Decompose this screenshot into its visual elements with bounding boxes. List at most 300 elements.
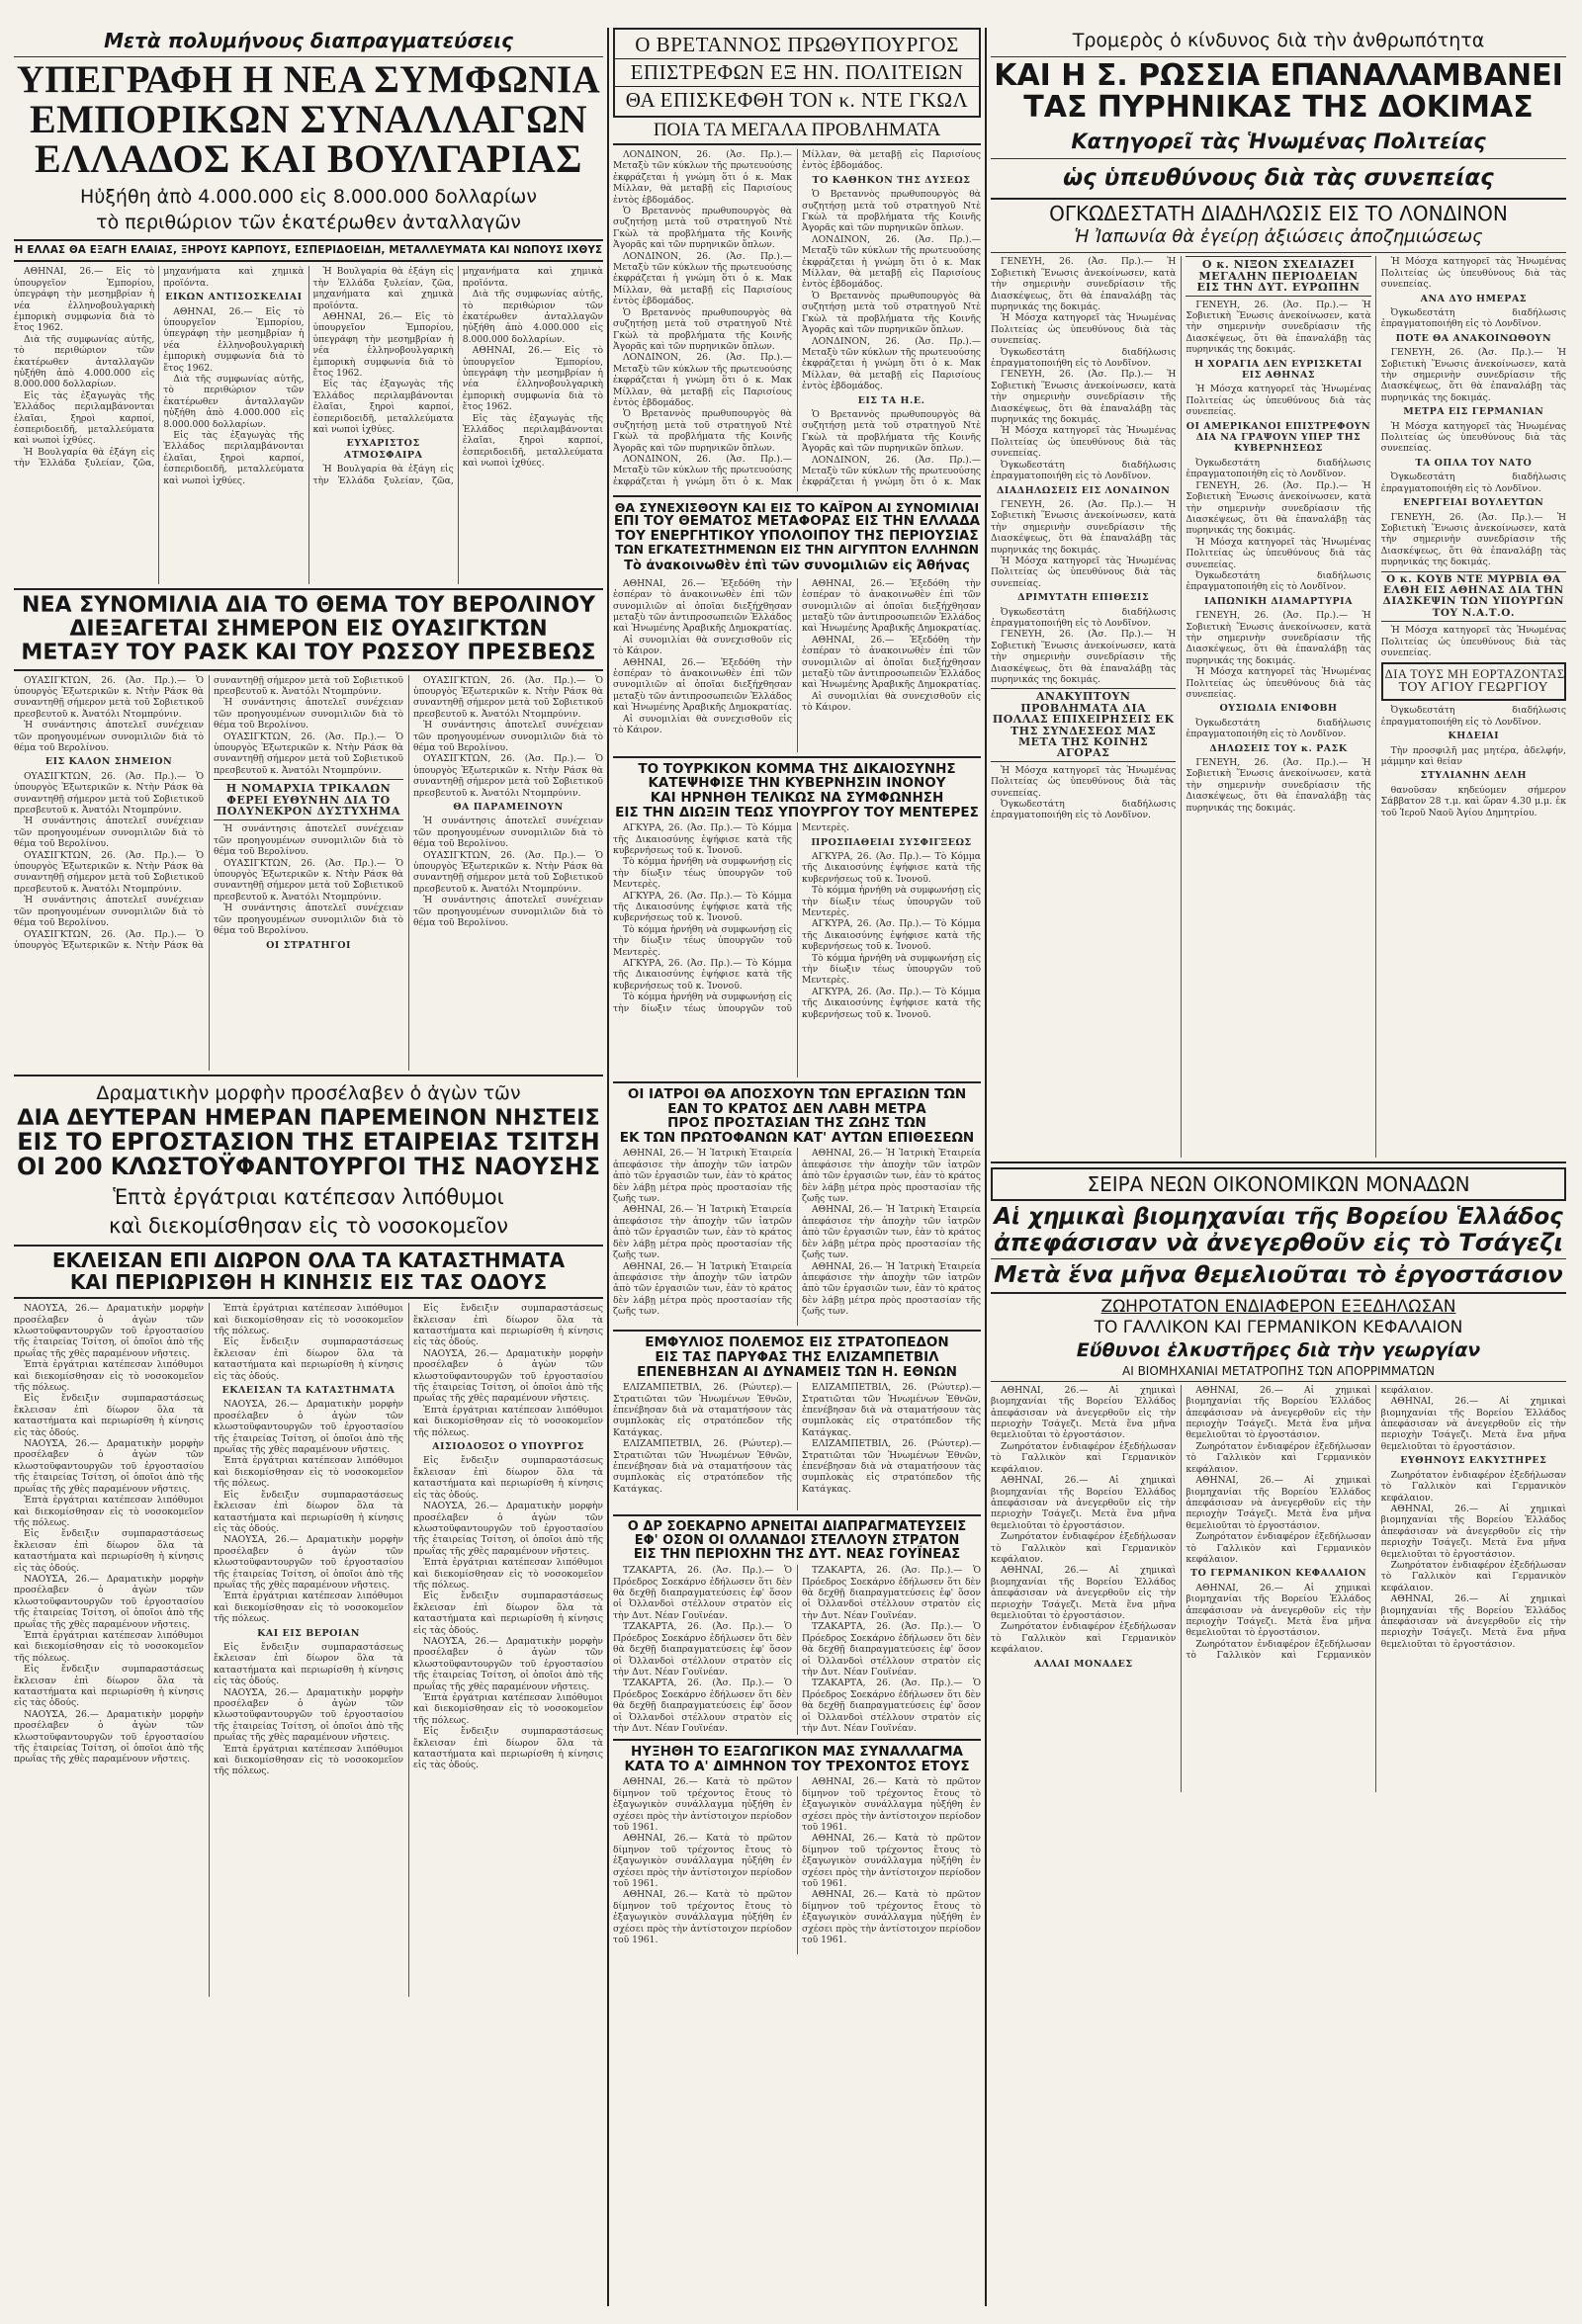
article-katanga xyxy=(613,1382,981,1510)
paragraph: ΟΥΑΣΙΓΚΤΩΝ, 26. (Ἀσ. Πρ.).— Ὁ ὑπουργὸς Ἐξωτερικῶν κ. Ντὴν Ράσκ θὰ συναντηθῇ σήμερον μετὰ τοῦ Σοβιετικοῦ πρεσβευτοῦ κ. Ἀνατόλι Ντομπρύνιν. xyxy=(413,674,603,720)
paragraph: ΝΑΟΥΣΑ, 26.— Δραματικὴν μορφὴν προσέλαβεν ὁ ἀγὼν τῶν κλωστοϋφαντουργῶν τοῦ ἐργοστασίου τῆς ἑταιρείας Τσίτση, οἱ ὁποῖοι ἀπὸ τῆς πρωΐας τῆς χθὲς παραμένουν νῆστεις. xyxy=(413,1635,603,1692)
left-column xyxy=(14,28,603,2306)
paragraph: ΑΘΗΝΑΙ, 26.— Ἡ Ἰατρικὴ Ἑταιρεία ἀπεφάσισε τὴν ἀποχὴν τῶν ἰατρῶν ἀπὸ τῶν ἐργασιῶν των, ἐὰν τὸ κράτος δὲν λάβῃ μέτρα πρὸς προστασίαν τῆς ζωῆς των. xyxy=(613,1204,792,1261)
deck-line: ΚΑΙ ΠΕΡΙΩΡΙΣΘΗ Η ΚΙΝΗΣΙΣ ΕΙΣ ΤΑΣ ΟΔΟΥΣ xyxy=(69,1269,548,1294)
subhead: Ἡ Ἰαπωνία θὰ ἐγείρῃ ἀξιώσεις ἀποζημιώσεως xyxy=(1074,226,1483,248)
headline-line: ΥΠΕΓΡΑΦΗ Η ΝΕΑ ΣΥΜΦΩΝΙΑ xyxy=(16,58,601,101)
column-rule-right xyxy=(985,28,987,2306)
section-head: ΠΡΟΣΠΑΘΕΙΑΙ ΣΥΣΦΙΓΞΕΩΣ xyxy=(811,836,972,848)
paragraph: Ἡ συνάντησις ἀποτελεῖ συνέχειαν τῶν προηγουμένων συνομιλιῶν διὰ τὸ θέμα τοῦ Βερολίνου. xyxy=(14,816,204,850)
paragraph: ΑΘΗΝΑΙ, 26.— Εἰς τὸ ὑπουργεῖον Ἐμπορίου, ὑπεγράφη τὴν μεσημβρίαν ἡ νέα ἑλληνοβουλγαρικὴ ἐμπορικὴ συμφωνία διὰ τὸ ἔτος 1962. xyxy=(163,305,305,374)
section-head: ΑΙΣΙΟΔΟΞΟΣ Ο ΥΠΟΥΡΓΟΣ xyxy=(432,1441,584,1453)
headline-line: ΟΙ 200 ΚΛΩΣΤΟΫΦΑΝΤΟΥΡΓΟΙ ΤΗΣ ΝΑΟΥΣΗΣ xyxy=(17,1153,600,1181)
headline-line: ΕΙΣ ΤΗΝ ΔΙΩΞΙΝ ΤΕΩΣ ΥΠΟΥΡΓΟΥ ΤΟΥ ΜΕΝΤΕΡΕΣ xyxy=(615,804,979,820)
section-head: ΤΟ ΓΕΡΜΑΝΙΚΟΝ ΚΕΦΑΛΑΙΟΝ xyxy=(1189,1568,1367,1580)
paragraph: ΓΕΝΕΥΗ, 26. (Ἀσ. Πρ.).— Ἡ Σοβιετικὴ Ἕνωσις ἀνεκοίνωσεν, κατὰ τὴν σημερινὴν συνεδρίασιν τῆς Διασκέψεως, ὅτι θὰ ἐπαναλάβῃ τὰς πυρηνικάς της δοκιμάς. xyxy=(991,256,1177,312)
article-trade-agreement xyxy=(14,266,603,584)
section-head: ΤΟ ΚΑΘΗΚΟΝ ΤΗΣ ΔΥΣΕΩΣ xyxy=(812,174,971,186)
headline-line: ΔΙΕΞΑΓΕΤΑΙ ΣΗΜΕΡΟΝ ΕΙΣ ΟΥΑΣΙΓΚΤΩΝ xyxy=(69,617,548,643)
paragraph: Ἡ συνάντησις ἀποτελεῖ συνέχειαν τῶν προηγουμένων συνομιλιῶν διὰ τὸ θέμα τοῦ Βερολίνου. xyxy=(214,903,403,937)
subhead: τὸ περιθώριον τῶν ἑκατέρωθεν ἀνταλλαγῶν xyxy=(96,212,521,234)
paragraph: Εἰς τὰς ἐξαγωγὰς τῆς Ἑλλάδος περιλαμβάνονται ἐλαῖαι, ξηροὶ καρποί, ἐσπεριδοειδῆ, μεταλλεύματα καὶ νωποὶ ἰχθύες. xyxy=(312,379,454,435)
paragraph: Ζωηρότατον ἐνδιαφέρον ἐξεδήλωσαν τὸ Γαλλικὸν καὶ Γερμανικὸν κεφάλαιον. xyxy=(991,1621,1177,1656)
headline-line: ΚΑΤΑ ΤΟ Α' ΔΙΜΗΝΟΝ ΤΟΥ ΤΡΕΧΟΝΤΟΣ ΕΤΟΥΣ xyxy=(624,1758,970,1774)
paragraph: Ὁ Βρεταννὸς πρωθυπουργὸς θὰ συζητήσῃ μετὰ τοῦ στρατηγοῦ Ντὲ Γκὼλ τὰ προβλήματα τῆς Κοινῆς Ἀγορᾶς καὶ τῶν πυρηνικῶν ὅπλων. xyxy=(613,408,792,454)
paragraph: ΛΟΝΔΙΝΟΝ, 26. (Ἀσ. Πρ.).— Μεταξὺ τῶν κύκλων τῆς πρωτευούσης ἐκφράζεται ἡ γνώμη ὅτι ὁ κ. Μακ Μίλλαν, θὰ μεταβῇ εἰς Παρισίους ἐντὸς ἑβδομάδος. xyxy=(613,149,792,206)
kicker-trade-agreement: Μετὰ πολυμήνους διαπραγματεύσεις xyxy=(104,29,513,52)
paragraph: ΑΘΗΝΑΙ, 26.— Ἐξεδόθη τὴν ἑσπέραν τὸ ἀνακοινωθὲν ἐπὶ τῶν συνομιλιῶν αἱ ὁποῖαι διεξήχθησαν μεταξὺ τῶν ἀντιπροσωπειῶν Ἑλλάδος καὶ Ἡνωμένης Ἀραβικῆς Δημοκρατίας. xyxy=(802,634,981,691)
headline-doctors-strike xyxy=(613,1087,981,1145)
deck-line: ΤΟ ΓΑΛΛΙΚΟΝ ΚΑΙ ΓΕΡΜΑΝΙΚΟΝ ΚΕΦΑΛΑΙΟΝ xyxy=(1094,1318,1463,1338)
section-head: ΜΕΤΡΑ ΕΙΣ ΓΕΡΜΑΝΙΑΝ xyxy=(1403,406,1544,418)
headline-export-exchange xyxy=(613,1745,981,1773)
headline-line: ΝΕΑ ΣΥΝΟΜΙΛΙΑ ΔΙΑ ΤΟ ΘΕΜΑ ΤΟΥ ΒΕΡΟΛΙΝΟΥ xyxy=(22,593,595,619)
paragraph: ΤΖΑΚΑΡΤΑ, 26. (Ἀσ. Πρ.).— Ὁ Πρόεδρος Σοεκάρνο ἐδήλωσεν ὅτι δὲν θὰ δεχθῇ διαπραγματεύσεις ἐφ' ὅσον οἱ Ὀλλανδοὶ στέλλουν στρατὸν εἰς τὴν Δυτ. Νέαν Γουϊνέαν. xyxy=(802,1621,981,1678)
notice-line: ΔΙΑ ΤΟΥΣ ΜΗ ΕΟΡΤΑΖΟΝΤΑΣ xyxy=(1384,667,1565,682)
paragraph: Ἑπτὰ ἐργάτριαι κατέπεσαν λιπόθυμοι καὶ διεκομίσθησαν εἰς τὸ νοσοκομεῖον τῆς πόλεως. xyxy=(14,1359,204,1394)
article-naousa-strike xyxy=(14,1303,603,1997)
headline-line: Ο ΒΡΕΤΑΝΝΟΣ ΠΡΩΘΥΠΟΥΡΓΟΣ xyxy=(615,32,979,59)
banner-new-economic-units: ΣΕΙΡΑ ΝΕΩΝ ΟΙΚΟΝΟΜΙΚΩΝ ΜΟΝΑΔΩΝ xyxy=(991,1167,1566,1201)
headline-egypt-property xyxy=(613,501,981,557)
section-head-couve-de-murville: Ο κ. ΚΟΥΒ ΝΤΕ ΜΥΡΒΙΑ ΘΑ ΕΛΘΗ ΕΙΣ ΑΘΗΝΑΣ ΔΙΑ ΤΗΝ ΔΙΑΣΚΕΨΙΝ ΤΩΝ ΥΠΟΥΡΓΩΝ ΤΟΥ Ν.Α.Τ.Ο. xyxy=(1381,571,1566,623)
paragraph: Ζωηρότατον ἐνδιαφέρον ἐξεδήλωσαν τὸ Γαλλικὸν καὶ Γερμανικὸν κεφάλαιον. xyxy=(1186,1531,1371,1565)
divider xyxy=(14,1245,603,1247)
paragraph: Τὴν προσφιλῆ μας μητέρα, ἀδελφήν, μάμμην καὶ θείαν xyxy=(1380,744,1566,768)
paragraph: Ζωηρότατον ἐνδιαφέρον ἐξεδήλωσαν τὸ Γαλλικὸν καὶ Γερμανικὸν κεφάλαιον. xyxy=(1380,1469,1566,1504)
paragraph: Ἡ Μόσχα κατηγορεῖ τὰς Ἡνωμένας Πολιτείας ὡς ὑπευθύνους διὰ τὰς συνεπείας. xyxy=(991,555,1177,589)
section-head: ΤΑ ΟΠΛΑ ΤΟΥ ΝΑΤΟ xyxy=(1415,457,1533,469)
paragraph: Ἡ Μόσχα κατηγορεῖ τὰς Ἡνωμένας Πολιτείας ὡς ὑπευθύνους διὰ τὰς συνεπείας. xyxy=(1186,536,1371,570)
paragraph: ΑΘΗΝΑΙ, 26.— Εἰς τὸ ὑπουργεῖον Ἐμπορίου, ὑπεγράφη τὴν μεσημβρίαν ἡ νέα ἑλληνοβουλγαρικὴ ἐμπορικὴ συμφωνία διὰ τὸ ἔτος 1962. xyxy=(312,310,454,379)
paragraph: ΑΘΗΝΑΙ, 26.— Κατὰ τὸ πρῶτον δίμηνον τοῦ τρέχοντος ἔτους τὸ ἐξαγωγικὸν συνάλλαγμα ηὐξήθη ἐν σχέσει πρὸς τὴν ἀντίστοιχον περίοδον τοῦ 1961. xyxy=(613,1833,792,1890)
paragraph: ΤΖΑΚΑΡΤΑ, 26. (Ἀσ. Πρ.).— Ὁ Πρόεδρος Σοεκάρνο ἐδήλωσεν ὅτι δὲν θὰ δεχθῇ διαπραγματεύσεις ἐφ' ὅσον οἱ Ὀλλανδοὶ στέλλουν στρατὸν εἰς τὴν Δυτ. Νέαν Γουϊνέαν. xyxy=(802,1678,981,1734)
paragraph: Εἰς ἔνδειξιν συμπαραστάσεως ἔκλεισαν ἐπὶ δίωρον ὅλα τὰ καταστήματα καὶ περιωρίσθη ἡ κίνησις εἰς τὰς ὁδούς. xyxy=(214,1641,403,1687)
paragraph: ΑΘΗΝΑΙ, 26.— Ἡ Ἰατρικὴ Ἑταιρεία ἀπεφάσισε τὴν ἀποχὴν τῶν ἰατρῶν ἀπὸ τῶν ἐργασιῶν των, ἐὰν τὸ κράτος δὲν λάβῃ μέτρα πρὸς προστασίαν τῆς ζωῆς των. xyxy=(802,1148,981,1205)
headline-line: ΤΑΣ ΠΥΡΗΝΙΚΑΣ ΤΗΣ ΔΟΚΙΜΑΣ xyxy=(1023,90,1534,126)
paragraph: Ἡ συνάντησις ἀποτελεῖ συνέχειαν τῶν προηγουμένων συνομιλιῶν διὰ τὸ θέμα τοῦ Βερολίνου. xyxy=(14,895,204,929)
section-head: ΕΝΕΡΓΕΙΑΙ ΒΟΥΛΕΥΤΩΝ xyxy=(1403,497,1544,509)
paragraph: ΑΘΗΝΑΙ, 26.— Αἱ χημικαὶ βιομηχανίαι τῆς Βορείου Ἑλλάδος ἀπεφάσισαν νὰ ἀνεγερθοῦν εἰς τὴν περιοχὴν Τσάγεζι. Μετὰ ἕνα μῆνα θεμελιοῦται τὸ ἐργοστάσιον. xyxy=(991,1565,1177,1621)
paragraph: Ἡ Μόσχα κατηγορεῖ τὰς Ἡνωμένας Πολιτείας ὡς ὑπευθύνους διὰ τὰς συνεπείας. xyxy=(991,764,1177,799)
kicker-nuclear: Τρομερὸς ὁ κίνδυνος διὰ τὴν ἀνθρωπότητα xyxy=(1072,30,1485,51)
section-head: ΙΑΠΩΝΙΚΗ ΔΙΑΜΑΡΤΥΡΙΑ xyxy=(1204,595,1353,607)
section-head: ΕΥΘΗΝΟΥΣ ΕΛΚΥΣΤΗΡΕΣ xyxy=(1400,1455,1547,1467)
subhead: ὡς ὑπευθύνους διὰ τὰς συνεπείας xyxy=(1063,164,1494,191)
headline-line: ΚΑΤΕΨΗΦΙΣΕ ΤΗΝ ΚΥΒΕΡΝΗΣΙΝ ΙΝΟΝΟΥ xyxy=(648,775,946,792)
divider xyxy=(991,1381,1566,1382)
section-head: ΕΙΣ ΚΑΛΟΝ ΣΗΜΕΙΟΝ xyxy=(44,756,173,768)
paragraph: ΛΟΝΔΙΝΟΝ, 26. (Ἀσ. Πρ.).— Μεταξὺ τῶν κύκλων τῆς πρωτευούσης ἐκφράζεται ἡ γνώμη ὅτι ὁ κ. Μακ Μίλλαν, θὰ μεταβῇ εἰς Παρισίους ἐντὸς ἑβδομάδος. xyxy=(613,250,792,307)
deck-line: Εὔθυνοι ἑλκυστῆρες διὰ τὴν γεωργίαν xyxy=(1076,1339,1481,1362)
paragraph: Ἡ συνάντησις ἀποτελεῖ συνέχειαν τῶν προηγουμένων συνομιλιῶν διὰ τὸ θέμα τοῦ Βερολίνου. xyxy=(413,816,603,850)
headline-line: Μετὰ ἕνα μῆνα θεμελιοῦται τὸ ἐργοστάσιον xyxy=(994,1260,1563,1289)
paragraph: Ὀγκωδεστάτη διαδήλωσις ἐπραγματοποιήθη εἰς τὸ Λονδῖνον. xyxy=(991,346,1177,370)
divider xyxy=(14,1075,603,1076)
paragraph: ΓΕΝΕΥΗ, 26. (Ἀσ. Πρ.).— Ἡ Σοβιετικὴ Ἕνωσις ἀνεκοίνωσεν, κατὰ τὴν σημερινὴν συνεδρίασιν τῆς Διασκέψεως, ὅτι θὰ ἐπαναλάβῃ τὰς πυρηνικάς της δοκιμάς. xyxy=(1186,479,1371,537)
paragraph: Ἡ Μόσχα κατηγορεῖ τὰς Ἡνωμένας Πολιτείας ὡς ὑπευθύνους διὰ τὰς συνεπείας. xyxy=(991,425,1177,460)
paragraph: Ὀγκωδεστάτη διαδήλωσις ἐπραγματοποιήθη εἰς τὸ Λονδῖνον. xyxy=(1380,472,1566,494)
headline-line: ΕΙΣ ΤΟ ΕΡΓΟΣΤΑΣΙΟΝ ΤΗΣ ΕΤΑΙΡΕΙΑΣ ΤΣΙΤΣΗ xyxy=(17,1127,600,1156)
paragraph: Ἡ Βουλγαρία θὰ ἐξάγη εἰς τὴν Ἑλλάδα ξυλείαν, ζῶα, μηχανήματα καὶ χημικὰ προϊόντα. xyxy=(14,266,305,470)
headline-line: ΚΑΙ Η Σ. ΡΩΣΣΙΑ ΕΠΑΝΑΛΑΜΒΑΝΕΙ xyxy=(994,58,1563,93)
paragraph: Ἡ Βουλγαρία θὰ ἐξάγη εἰς τὴν Ἑλλάδα ξυλείαν, ζῶα, μηχανήματα καὶ χημικὰ προϊόντα. xyxy=(312,266,454,311)
paragraph: ΑΘΗΝΑΙ, 26.— Κατὰ τὸ πρῶτον δίμηνον τοῦ τρέχοντος ἔτους τὸ ἐξαγωγικὸν συνάλλαγμα ηὐξήθη ἐν σχέσει πρὸς τὴν ἀντίστοιχον περίοδον τοῦ 1961. xyxy=(613,1776,792,1834)
paragraph: ΕΛΙΖΑΜΠΕΤΒΙΛ, 26. (Ρώυτερ).— Στρατιῶται τῶν Ἡνωμένων Ἐθνῶν, ἐπενέβησαν διὰ νὰ σταματήσουν τὰς συμπλοκὰς εἰς στρατόπεδον τῆς Κατάγκας. xyxy=(613,1382,792,1438)
divider xyxy=(991,198,1566,200)
paragraph: Εἰς ἔνδειξιν συμπαραστάσεως ἔκλεισαν ἐπὶ δίωρον ὅλα τὰ καταστήματα καὶ περιωρίσθη ἡ κίνησις εἰς τὰς ὁδούς. xyxy=(14,1393,204,1438)
paragraph: ΤΖΑΚΑΡΤΑ, 26. (Ἀσ. Πρ.).— Ὁ Πρόεδρος Σοεκάρνο ἐδήλωσεν ὅτι δὲν θὰ δεχθῇ διαπραγματεύσεις ἐφ' ὅσον οἱ Ὀλλανδοὶ στέλλουν στρατὸν εἰς τὴν Δυτ. Νέαν Γουϊνέαν. xyxy=(613,1565,792,1621)
paragraph: Ἡ Μόσχα κατηγορεῖ τὰς Ἡνωμένας Πολιτείας ὡς ὑπευθύνους διὰ τὰς συνεπείας. xyxy=(1186,666,1371,700)
paragraph: ΑΘΗΝΑΙ, 26.— Αἱ χημικαὶ βιομηχανίαι τῆς Βορείου Ἑλλάδος ἀπεφάσισαν νὰ ἀνεγερθοῦν εἰς τὴν περιοχὴν Τσάγεζι. Μετὰ ἕνα μῆνα θεμελιοῦται τὸ ἐργοστάσιον. xyxy=(1380,1396,1566,1452)
paragraph: ΛΟΝΔΙΝΟΝ, 26. (Ἀσ. Πρ.).— Μεταξὺ τῶν κύκλων τῆς πρωτευούσης ἐκφράζεται ἡ γνώμη ὅτι ὁ κ. Μακ Μίλλαν, θὰ μεταβῇ εἰς Παρισίους ἐντὸς ἑβδομάδος. xyxy=(613,352,792,408)
headline-line: ΕΙΣ ΤΑΣ ΠΑΡΥΦΑΣ ΤΗΣ ΕΛΙΖΑΜΠΕΤΒΙΛ xyxy=(655,1349,939,1366)
paragraph: Εἰς ἔνδειξιν συμπαραστάσεως ἔκλεισαν ἐπὶ δίωρον ὅλα τὰ καταστήματα καὶ περιωρίσθη ἡ κίνησις εἰς τὰς ὁδούς. xyxy=(214,1489,403,1534)
notice-line: ΤΟΥ ΑΓΙΟΥ ΓΕΩΡΓΙΟΥ xyxy=(1398,680,1549,696)
headline-line: ΟΙ ΙΑΤΡΟΙ ΘΑ ΑΠΟΣΧΟΥΝ ΤΩΝ ΕΡΓΑΣΙΩΝ ΤΩΝ xyxy=(627,1086,967,1103)
divider xyxy=(613,495,981,497)
section-head: ΔΗΛΩΣΕΙΣ ΤΟΥ κ. ΡΑΣΚ xyxy=(1209,742,1348,754)
divider xyxy=(991,158,1566,159)
paragraph: Ἑπτὰ ἐργάτριαι κατέπεσαν λιπόθυμοι καὶ διεκομίσθησαν εἰς τὸ νοσοκομεῖον τῆς πόλεως. xyxy=(413,1692,603,1726)
divider xyxy=(991,1162,1566,1163)
deck-exports: Η ΕΛΛΑΣ ΘΑ ΕΞΑΓΗ ΕΛΑΙΑΣ, ΞΗΡΟΥΣ ΚΑΡΠΟΥΣ, ΕΣΠΕΡΙΔΟΕΙΔΗ, ΜΕΤΑΛΛΕΥΜΑΤΑ ΚΑΙ ΝΩΠΟΥΣ ΙΧΘΥΣ xyxy=(14,244,603,257)
headline-box-macmillan xyxy=(613,28,981,118)
paragraph: ΟΥΑΣΙΓΚΤΩΝ, 26. (Ἀσ. Πρ.).— Ὁ ὑπουργὸς Ἐξωτερικῶν κ. Ντὴν Ράσκ θὰ συναντηθῇ σήμερον μετὰ τοῦ Σοβιετικοῦ πρεσβευτοῦ κ. Ἀνατόλι Ντομπρύνιν. xyxy=(14,770,204,817)
paragraph: ΝΑΟΥΣΑ, 26.— Δραματικὴν μορφὴν προσέλαβεν ὁ ἀγὼν τῶν κλωστοϋφαντουργῶν τοῦ ἐργοστασίου τῆς ἑταιρείας Τσίτση, οἱ ὁποῖοι ἀπὸ τῆς πρωΐας τῆς χθὲς παραμένουν νῆστεις. xyxy=(14,1708,204,1765)
deck-line: ΖΩΗΡΟΤΑΤΟΝ ΕΝΔΙΑΦΕΡΟΝ ΕΞΕΔΗΛΩΣΑΝ xyxy=(1100,1296,1456,1317)
headline-chemical-industry xyxy=(991,1205,1566,1287)
paragraph: ΑΓΚΥΡΑ, 26. (Ἀσ. Πρ.).— Τὸ Κόμμα τῆς Δικαιοσύνης ἐψήφισε κατὰ τῆς κυβερνήσεως τοῦ κ. Ἰνονοῦ. xyxy=(802,850,981,885)
paragraph: ΑΘΗΝΑΙ, 26.— Ἐξεδόθη τὴν ἑσπέραν τὸ ἀνακοινωθὲν ἐπὶ τῶν συνομιλιῶν αἱ ὁποῖαι διεξήχθησαν μεταξὺ τῶν ἀντιπροσωπειῶν Ἑλλάδος καὶ Ἡνωμένης Ἀραβικῆς Δημοκρατίας. xyxy=(613,656,792,714)
paragraph: Ἡ Μόσχα κατηγορεῖ τὰς Ἡνωμένας Πολιτείας ὡς ὑπευθύνους διὰ τὰς συνεπείας. xyxy=(1380,256,1566,291)
section-head: ΠΟΤΕ ΘΑ ΑΝΑΚΟΙΝΩΘΟΥΝ xyxy=(1395,332,1552,344)
paragraph: Ἑπτὰ ἐργάτριαι κατέπεσαν λιπόθυμοι καὶ διεκομίσθησαν εἰς τὸ νοσοκομεῖον τῆς πόλεως. xyxy=(214,1743,403,1777)
headline-line: ΕΦ' ΟΣΟΝ ΟΙ ΟΛΛΑΝΔΟΙ ΣΤΕΛΛΟΥΝ ΣΤΡΑΤΟΝ xyxy=(634,1533,960,1549)
paragraph: Ὀγκωδεστάτη διαδήλωσις ἐπραγματοποιήθη εἰς τὸ Λονδῖνον. xyxy=(1186,717,1371,740)
paragraph: Ἑπτὰ ἐργάτριαι κατέπεσαν λιπόθυμοι καὶ διεκομίσθησαν εἰς τὸ νοσοκομεῖον τῆς πόλεως. xyxy=(214,1455,403,1490)
paragraph: ΝΑΟΥΣΑ, 26.— Δραματικὴν μορφὴν προσέλαβεν ὁ ἀγὼν τῶν κλωστοϋφαντουργῶν τοῦ ἐργοστασίου τῆς ἑταιρείας Τσίτση, οἱ ὁποῖοι ἀπὸ τῆς πρωΐας τῆς χθὲς παραμένουν νῆστεις. xyxy=(214,1534,403,1591)
article-macmillan xyxy=(613,149,981,491)
paragraph: ΑΘΗΝΑΙ, 26.— Ἡ Ἰατρικὴ Ἑταιρεία ἀπεφάσισε τὴν ἀποχὴν τῶν ἰατρῶν ἀπὸ τῶν ἐργασιῶν των, ἐὰν τὸ κράτος δὲν λάβῃ μέτρα πρὸς προστασίαν τῆς ζωῆς των. xyxy=(613,1260,792,1318)
paragraph: ΓΕΝΕΥΗ, 26. (Ἀσ. Πρ.).— Ἡ Σοβιετικὴ Ἕνωσις ἀνεκοίνωσεν, κατὰ τὴν σημερινὴν συνεδρίασιν τῆς Διασκέψεως, ὅτι θὰ ἐπαναλάβῃ τὰς πυρηνικάς της δοκιμάς. xyxy=(1186,757,1371,814)
right-column xyxy=(991,28,1566,2306)
paragraph: Ἡ συνάντησις ἀποτελεῖ συνέχειαν τῶν προηγουμένων συνομιλιῶν διὰ τὸ θέμα τοῦ Βερολίνου. xyxy=(214,697,403,732)
section-head: ΕΙΚΩΝ ΑΝΤΙΣΟΣΚΕΛΙΑΙ xyxy=(165,292,303,303)
headline-sukarno xyxy=(613,1520,981,1562)
headline-trade-agreement xyxy=(14,60,603,180)
paragraph: Ἡ Μόσχα κατηγορεῖ τὰς Ἡνωμένας Πολιτείας ὡς ὑπευθύνους διὰ τὰς συνεπείας. xyxy=(1186,384,1371,418)
paragraph: ΑΘΗΝΑΙ, 26.— Αἱ χημικαὶ βιομηχανίαι τῆς Βορείου Ἑλλάδος ἀπεφάσισαν νὰ ἀνεγερθοῦν εἰς τὴν περιοχὴν Τσάγεζι. Μετὰ ἕνα μῆνα θεμελιοῦται τὸ ἐργοστάσιον. xyxy=(991,1384,1177,1441)
paragraph: Ζωηρότατον ἐνδιαφέρον ἐξεδήλωσαν τὸ Γαλλικὸν καὶ Γερμανικὸν κεφάλαιον. xyxy=(1380,1559,1566,1593)
paragraph: Εἰς ἔνδειξιν συμπαραστάσεως ἔκλεισαν ἐπὶ δίωρον ὅλα τὰ καταστήματα καὶ περιωρίσθη ἡ κίνησις εἰς τὰς ὁδούς. xyxy=(413,1455,603,1501)
paragraph: ΑΘΗΝΑΙ, 26.— Εἰς τὸ ὑπουργεῖον Ἐμπορίου, ὑπεγράφη τὴν μεσημβρίαν ἡ νέα ἑλληνοβουλγαρικὴ ἐμπορικὴ συμφωνία διὰ τὸ ἔτος 1962. xyxy=(14,266,155,334)
paragraph: Ὀγκωδεστάτη διαδήλωσις ἐπραγματοποιήθη εἰς τὸ Λονδῖνον. xyxy=(991,606,1177,629)
paragraph: Εἰς τὰς ἐξαγωγὰς τῆς Ἑλλάδος περιλαμβάνονται ἐλαῖαι, ξηροὶ καρποί, ἐσπεριδοειδῆ, μεταλλεύματα καὶ νωποὶ ἰχθύες. xyxy=(163,430,305,486)
paragraph: Ἑπτὰ ἐργάτριαι κατέπεσαν λιπόθυμοι καὶ διεκομίσθησαν εἰς τὸ νοσοκομεῖον τῆς πόλεως. xyxy=(214,1303,403,1337)
funeral-name: ΣΤΥΛΙΑΝΗΝ ΔΕΛΗ xyxy=(1420,770,1527,782)
paragraph: ΑΓΚΥΡΑ, 26. (Ἀσ. Πρ.).— Τὸ Κόμμα τῆς Δικαιοσύνης ἐψήφισε κατὰ τῆς κυβερνήσεως τοῦ κ. Ἰνονοῦ. xyxy=(802,918,981,953)
paragraph: ΓΕΝΕΥΗ, 26. (Ἀσ. Πρ.).— Ἡ Σοβιετικὴ Ἕνωσις ἀνεκοίνωσεν, κατὰ τὴν σημερινὴν συνεδρίασιν τῆς Διασκέψεως, ὅτι θὰ ἐπαναλάβῃ τὰς πυρηνικάς της δοκιμάς. xyxy=(991,369,1177,426)
paragraph: ΟΥΑΣΙΓΚΤΩΝ, 26. (Ἀσ. Πρ.).— Ὁ ὑπουργὸς Ἐξωτερικῶν κ. Ντὴν Ράσκ θὰ συναντηθῇ σήμερον μετὰ τοῦ Σοβιετικοῦ πρεσβευτοῦ κ. Ἀνατόλι Ντομπρύνιν. xyxy=(214,857,403,903)
divider xyxy=(991,56,1566,57)
paragraph: ΝΑΟΥΣΑ, 26.— Δραματικὴν μορφὴν προσέλαβεν ὁ ἀγὼν τῶν κλωστοϋφαντουργῶν τοῦ ἐργοστασίου τῆς ἑταιρείας Τσίτση, οἱ ὁποῖοι ἀπὸ τῆς πρωΐας τῆς χθὲς παραμένουν νῆστεις. xyxy=(14,1303,204,1359)
paragraph: Τὸ κόμμα ἠρνήθη νὰ συμφωνήσῃ εἰς τὴν δίωξιν τέως ὑπουργῶν τοῦ Μεντερὲς. xyxy=(613,923,792,958)
paragraph: ΟΥΑΣΙΓΚΤΩΝ, 26. (Ἀσ. Πρ.).— Ὁ ὑπουργὸς Ἐξωτερικῶν κ. Ντὴν Ράσκ θὰ συναντηθῇ σήμερον μετὰ τοῦ Σοβιετικοῦ πρεσβευτοῦ κ. Ἀνατόλι Ντομπρύνιν. xyxy=(214,731,403,776)
headline-line: ΕΜΦΥΛΙΟΣ ΠΟΛΕΜΟΣ ΕΙΣ ΣΤΡΑΤΟΠΕΔΟΝ xyxy=(645,1334,949,1351)
subhead: Κατηγορεῖ τὰς Ἡνωμένας Πολιτείας xyxy=(1071,129,1486,153)
article-berlin-talks xyxy=(14,675,603,1071)
divider xyxy=(14,56,603,57)
section-head: ΔΡΙΜΥΤΑΤΗ ΕΠΙΘΕΣΙΣ xyxy=(1017,592,1150,604)
paragraph: ΤΖΑΚΑΡΤΑ, 26. (Ἀσ. Πρ.).— Ὁ Πρόεδρος Σοεκάρνο ἐδήλωσεν ὅτι δὲν θὰ δεχθῇ διαπραγματεύσεις ἐφ' ὅσον οἱ Ὀλλανδοὶ στέλλουν στρατὸν εἰς τὴν Δυτ. Νέαν Γουϊνέαν. xyxy=(802,1565,981,1621)
paragraph: ΑΘΗΝΑΙ, 26.— Ἡ Ἰατρικὴ Ἑταιρεία ἀπεφάσισε τὴν ἀποχὴν τῶν ἰατρῶν ἀπὸ τῶν ἐργασιῶν των, ἐὰν τὸ κράτος δὲν λάβῃ μέτρα πρὸς προστασίαν τῆς ζωῆς των. xyxy=(613,1148,792,1205)
paragraph: Εἰς ἔνδειξιν συμπαραστάσεως ἔκλεισαν ἐπὶ δίωρον ὅλα τὰ καταστήματα καὶ περιωρίσθη ἡ κίνησις εἰς τὰς ὁδούς. xyxy=(214,1336,403,1382)
article-sukarno xyxy=(613,1565,981,1735)
middle-column xyxy=(613,28,981,2306)
paragraph: Διὰ τῆς συμφωνίας αὐτῆς, τὸ περιθώριον τῶν ἐκατέρωθεν ἀνταλλαγῶν ηὐξήθη ἀπὸ 4.000.000 εἰς 8.000.000 δολλαρίων. xyxy=(14,333,155,390)
headline-line: Αἱ χημικαὶ βιομηχανίαι τῆς Βορείου Ἑλλάδος xyxy=(994,1204,1563,1231)
paragraph: Τὸ κόμμα ἠρνήθη νὰ συμφωνήσῃ εἰς τὴν δίωξιν τέως ὑπουργῶν τοῦ Μεντερὲς. xyxy=(802,885,981,918)
paragraph: Τὸ κόμμα ἠρνήθη νὰ συμφωνήσῃ εἰς τὴν δίωξιν τέως ὑπουργῶν τοῦ Μεντερὲς. xyxy=(802,952,981,987)
headline-line: ΤΟ ΤΟΥΡΚΙΚΟΝ ΚΟΜΜΑ ΤΗΣ ΔΙΚΑΙΟΣΥΝΗΣ xyxy=(638,760,956,777)
headline-line: ΕΠΙ ΤΟΥ ΘΕΜΑΤΟΣ ΜΕΤΑΦΟΡΑΣ ΕΙΣ ΤΗΝ ΕΛΛΑΔΑ xyxy=(613,513,981,530)
paragraph: ΕΛΙΖΑΜΠΕΤΒΙΛ, 26. (Ρώυτερ).— Στρατιῶται τῶν Ἡνωμένων Ἐθνῶν, ἐπενέβησαν διὰ νὰ σταματήσουν τὰς συμπλοκὰς εἰς στρατόπεδον τῆς Κατάγκας. xyxy=(802,1382,981,1438)
paragraph: Εἰς τὰς ἐξαγωγὰς τῆς Ἑλλάδος περιλαμβάνονται ἐλαῖαι, ξηροὶ καρποί, ἐσπεριδοειδῆ, μεταλλεύματα καὶ νωποὶ ἰχθύες. xyxy=(462,412,603,470)
section-head: ΔΙΑΔΗΛΩΣΕΙΣ ΕΙΣ ΛΟΝΔΙΝΟΝ xyxy=(997,484,1171,496)
paragraph: Ἑπτὰ ἐργάτριαι κατέπεσαν λιπόθυμοι καὶ διεκομίσθησαν εἰς τὸ νοσοκομεῖον τῆς πόλεως. xyxy=(413,1557,603,1591)
section-head: ΑΛΛΑΙ ΜΟΝΑΔΕΣ xyxy=(1033,1658,1133,1670)
paragraph: ΟΥΑΣΙΓΚΤΩΝ, 26. (Ἀσ. Πρ.).— Ὁ ὑπουργὸς Ἐξωτερικῶν κ. Ντὴν Ράσκ θὰ συναντηθῇ σήμερον μετὰ τοῦ Σοβιετικοῦ πρεσβευτοῦ κ. Ἀνατόλι Ντομπρύνιν. xyxy=(14,849,204,895)
section-head: ΟΙ ΣΤΡΑΤΗΓΟΙ xyxy=(266,939,351,951)
article-export-exchange xyxy=(613,1776,981,1954)
paragraph: ΕΛΙΖΑΜΠΕΤΒΙΛ, 26. (Ρώυτερ).— Στρατιῶται τῶν Ἡνωμένων Ἐθνῶν, ἐπενέβησαν διὰ νὰ σταματήσουν τὰς συμπλοκὰς εἰς στρατόπεδον τῆς Κατάγκας. xyxy=(613,1438,792,1495)
paragraph: ΑΘΗΝΑΙ, 26.— Αἱ χημικαὶ βιομηχανίαι τῆς Βορείου Ἑλλάδος ἀπεφάσισαν νὰ ἀνεγερθοῦν εἰς τὴν περιοχὴν Τσάγεζι. Μετὰ ἕνα μῆνα θεμελιοῦται τὸ ἐργοστάσιον. xyxy=(1380,1503,1566,1560)
section-head: ΕΚΛΕΙΣΑΝ ΤΑ ΚΑΤΑΣΤΗΜΑΤΑ xyxy=(221,1385,396,1397)
article-turkey-justice-party xyxy=(613,822,981,1077)
deck-line: ΑΙ ΒΙΟΜΗΧΑΝΙΑΙ ΜΕΤΑΤΡΟΠΗΣ ΤΩΝ ΑΠΟΡΡΙΜΜΑΤΩΝ xyxy=(1122,1363,1435,1378)
paragraph: ΝΑΟΥΣΑ, 26.— Δραματικὴν μορφὴν προσέλαβεν ὁ ἀγὼν τῶν κλωστοϋφαντουργῶν τοῦ ἐργοστασίου τῆς ἑταιρείας Τσίτση, οἱ ὁποῖοι ἀπὸ τῆς πρωΐας τῆς χθὲς παραμένουν νῆστεις. xyxy=(14,1573,204,1630)
paragraph: Ζωηρότατον ἐνδιαφέρον ἐξεδήλωσαν τὸ Γαλλικὸν καὶ Γερμανικὸν κεφάλαιον. xyxy=(1186,1440,1371,1475)
headline-line: ΗΥΞΗΘΗ ΤΟ ΕΞΑΓΩΓΙΚΟΝ ΜΑΣ ΣΥΝΑΛΛΑΓΜΑ xyxy=(631,1744,963,1761)
paragraph: ΕΛΙΖΑΜΠΕΤΒΙΛ, 26. (Ρώυτερ).— Στρατιῶται τῶν Ἡνωμένων Ἐθνῶν, ἐπενέβησαν διὰ νὰ σταματήσουν τὰς συμπλοκὰς εἰς στρατόπεδον τῆς Κατάγκας. xyxy=(802,1438,981,1495)
headline-line: ΤΩΝ ΕΓΚΑΤΕΣΤΗΜΕΝΩΝ ΕΙΣ ΤΗΝ ΑΙΓΥΠΤΟΝ ΕΛΛΗΝΩΝ xyxy=(615,542,979,557)
paragraph: ΑΘΗΝΑΙ, 26.— Κατὰ τὸ πρῶτον δίμηνον τοῦ τρέχοντος ἔτους τὸ ἐξαγωγικὸν συνάλλαγμα ηὐξήθη ἐν σχέσει πρὸς τὴν ἀντίστοιχον περίοδον τοῦ 1961. xyxy=(802,1889,981,1946)
headline-line: Ο ΔΡ ΣΟΕΚΑΡΝΟ ΑΡΝΕΙΤΑΙ ΔΙΑΠΡΑΓΜΑΤΕΥΣΕΙΣ xyxy=(627,1519,967,1535)
paragraph: ΟΥΑΣΙΓΚΤΩΝ, 26. (Ἀσ. Πρ.).— Ὁ ὑπουργὸς Ἐξωτερικῶν κ. Ντὴν Ράσκ θὰ συναντηθῇ σήμερον μετὰ τοῦ Σοβιετικοῦ πρεσβευτοῦ κ. Ἀνατόλι Ντομπρύνιν. xyxy=(14,674,403,951)
paragraph: ΛΟΝΔΙΝΟΝ, 26. (Ἀσ. Πρ.).— Μεταξὺ τῶν κύκλων τῆς πρωτευούσης ἐκφράζεται ἡ γνώμη ὅτι ὁ κ. Μακ xyxy=(802,454,981,488)
paragraph: ΓΕΝΕΥΗ, 26. (Ἀσ. Πρ.).— Ἡ Σοβιετικὴ Ἕνωσις ἀνεκοίνωσεν, κατὰ τὴν σημερινὴν συνεδρίασιν τῆς Διασκέψεως, ὅτι θὰ ἐπαναλάβῃ τὰς πυρηνικάς της δοκιμάς. xyxy=(1186,299,1371,356)
divider xyxy=(613,756,981,758)
section-head: Η ΧΟΡΑΓΙΑ ΔΕΝ ΕΥΡΙΣΚΕΤΑΙ ΕΙΣ ΑΘΗΝΑΣ xyxy=(1194,358,1362,382)
paragraph: Ἡ συνάντησις ἀποτελεῖ συνέχειαν τῶν προηγουμένων συνομιλιῶν διὰ τὸ θέμα τοῦ Βερολίνου. xyxy=(14,720,204,753)
paragraph: Εἰς ἔνδειξιν συμπαραστάσεως ἔκλεισαν ἐπὶ δίωρον ὅλα τὰ καταστήματα καὶ περιωρίσθη ἡ κίνησις εἰς τὰς ὁδούς. xyxy=(413,1303,603,1348)
subhead: Ἑπτὰ ἐργάτριαι κατέπεσαν λιπόθυμοι xyxy=(113,1185,504,1210)
paragraph: ΓΕΝΕΥΗ, 26. (Ἀσ. Πρ.).— Ἡ Σοβιετικὴ Ἕνωσις ἀνεκοίνωσεν, κατὰ τὴν σημερινὴν συνεδρίασιν τῆς Διασκέψεως, ὅτι θὰ ἐπαναλάβῃ τὰς πυρηνικάς της δοκιμάς. xyxy=(991,629,1177,685)
headline-line: ΠΡΟΣ ΠΡΟΣΤΑΣΙΑΝ ΤΗΣ ΖΩΗΣ ΤΩΝ xyxy=(667,1115,926,1132)
divider xyxy=(613,1739,981,1741)
divider xyxy=(14,260,603,262)
paragraph: Ἑπτὰ ἐργάτριαι κατέπεσαν λιπόθυμοι καὶ διεκομίσθησαν εἰς τὸ νοσοκομεῖον τῆς πόλεως. xyxy=(14,1629,204,1664)
paragraph: Αἱ συνομιλίαι θὰ συνεχισθοῦν εἰς τὸ Κάιρον. xyxy=(802,690,981,714)
paragraph: Ἑπτὰ ἐργάτριαι κατέπεσαν λιπόθυμοι καὶ διεκομίσθησαν εἰς τὸ νοσοκομεῖον τῆς πόλεως. xyxy=(413,1404,603,1438)
headline-line: ΔΙΑ ΔΕΥΤΕΡΑΝ ΗΜΕΡΑΝ ΠΑΡΕΜΕΙΝΟΝ ΝΗΣΤΕΙΣ xyxy=(17,1104,600,1131)
paragraph: ΑΓΚΥΡΑ, 26. (Ἀσ. Πρ.).— Τὸ Κόμμα τῆς Δικαιοσύνης ἐψήφισε κατὰ τῆς κυβερνήσεως τοῦ κ. Ἰνονοῦ. xyxy=(802,986,981,1020)
paragraph: Ἡ Μόσχα κατηγορεῖ τὰς Ἡνωμένας Πολιτείας ὡς ὑπευθύνους διὰ τὰς συνεπείας. xyxy=(1380,625,1566,658)
paragraph: Αἱ συνομιλίαι θὰ συνεχισθοῦν εἰς τὸ Κάιρον. xyxy=(613,713,792,736)
paragraph: ΑΘΗΝΑΙ, 26.— Κατὰ τὸ πρῶτον δίμηνον τοῦ τρέχοντος ἔτους τὸ ἐξαγωγικὸν συνάλλαγμα ηὐξήθη ἐν σχέσει πρὸς τὴν ἀντίστοιχον περίοδον τοῦ 1961. xyxy=(802,1776,981,1834)
section-head-trikala: Η ΝΟΜΑΡΧΙΑ ΤΡΙΚΑΛΩΝ ΦΕΡΕΙ ΕΥΘΥΝΗΝ ΔΙΑ ΤΟ ΠΟΛΥΝΕΚΡΟΝ ΔΥΣΤΥΧΗΜΑ xyxy=(214,779,403,820)
paragraph: ΓΕΝΕΥΗ, 26. (Ἀσ. Πρ.).— Ἡ Σοβιετικὴ Ἕνωσις ἀνεκοίνωσεν, κατὰ τὴν σημερινὴν συνεδρίασιν τῆς Διασκέψεως, ὅτι θὰ ἐπαναλάβῃ τὰς πυρηνικάς της δοκιμάς. xyxy=(991,498,1177,556)
section-head-funerals: ΚΗΔΕΙΑΙ xyxy=(1448,731,1500,742)
paragraph: ΑΘΗΝΑΙ, 26.— Κατὰ τὸ πρῶτον δίμηνον τοῦ τρέχοντος ἔτους τὸ ἐξαγωγικὸν συνάλλαγμα ηὐξήθη ἐν σχέσει πρὸς τὴν ἀντίστοιχον περίοδον τοῦ 1961. xyxy=(802,1833,981,1890)
paragraph: Ὁ Βρεταννὸς πρωθυπουργὸς θὰ συζητήσῃ μετὰ τοῦ στρατηγοῦ Ντὲ Γκὼλ τὰ προβλήματα τῆς Κοινῆς Ἀγορᾶς καὶ τῶν πυρηνικῶν ὅπλων. xyxy=(613,206,792,251)
paragraph: ΝΑΟΥΣΑ, 26.— Δραματικὴν μορφὴν προσέλαβεν ὁ ἀγὼν τῶν κλωστοϋφαντουργῶν τοῦ ἐργοστασίου τῆς ἑταιρείας Τσίτση, οἱ ὁποῖοι ἀπὸ τῆς πρωΐας τῆς χθὲς παραμένουν νῆστεις. xyxy=(214,1686,403,1744)
paragraph: Ἡ συνάντησις ἀποτελεῖ συνέχειαν τῶν προηγουμένων συνομιλιῶν διὰ τὸ θέμα τοῦ Βερολίνου. xyxy=(413,720,603,753)
paragraph: ΑΘΗΝΑΙ, 26.— Αἱ χημικαὶ βιομηχανίαι τῆς Βορείου Ἑλλάδος ἀπεφάσισαν νὰ ἀνεγερθοῦν εἰς τὴν περιοχὴν Τσάγεζι. Μετὰ ἕνα μῆνα θεμελιοῦται τὸ ἐργοστάσιον. xyxy=(1380,1593,1566,1650)
headline-line: ΕΑΝ ΤΟ ΚΡΑΤΟΣ ΔΕΝ ΛΑΒΗ ΜΕΤΡΑ xyxy=(667,1100,926,1117)
section-head: ΟΙ ΑΜΕΡΙΚΑΝΟΙ ΕΠΙΣΤΡΕΦΟΥΝ ΔΙΑ ΝΑ ΓΡΑΨΟΥΝ ΥΠΕΡ ΤΗΣ ΚΥΒΕΡΝΗΣΕΩΣ xyxy=(1186,420,1371,455)
article-soviet-tests xyxy=(991,256,1566,1158)
paragraph: Ἡ Μόσχα κατηγορεῖ τὰς Ἡνωμένας Πολιτείας ὡς ὑπευθύνους διὰ τὰς συνεπείας. xyxy=(1380,420,1566,455)
paragraph: ΝΑΟΥΣΑ, 26.— Δραματικὴν μορφὴν προσέλαβεν ὁ ἀγὼν τῶν κλωστοϋφαντουργῶν τοῦ ἐργοστασίου τῆς ἑταιρείας Τσίτση, οἱ ὁποῖοι ἀπὸ τῆς πρωΐας τῆς χθὲς παραμένουν νῆστεις. xyxy=(214,1399,403,1456)
paragraph: ΑΓΚΥΡΑ, 26. (Ἀσ. Πρ.).— Τὸ Κόμμα τῆς Δικαιοσύνης ἐψήφισε κατὰ τῆς κυβερνήσεως τοῦ κ. Ἰνονοῦ. xyxy=(613,822,792,856)
article-egypt-property xyxy=(613,578,981,752)
paragraph: ΑΓΚΥΡΑ, 26. (Ἀσ. Πρ.).— Τὸ Κόμμα τῆς Δικαιοσύνης ἐψήφισε κατὰ τῆς κυβερνήσεως τοῦ κ. Ἰνονοῦ. xyxy=(613,890,792,924)
deck-line: ΕΚΛΕΙΣΑΝ ΕΠΙ ΔΙΩΡΟΝ ΟΛΑ ΤΑ ΚΑΤΑΣΤΗΜΑΤΑ xyxy=(51,1248,566,1273)
paragraph: ΑΘΗΝΑΙ, 26.— Αἱ χημικαὶ βιομηχανίαι τῆς Βορείου Ἑλλάδος ἀπεφάσισαν νὰ ἀνεγερθοῦν εἰς τὴν περιοχὴν Τσάγεζι. Μετὰ ἕνα μῆνα θεμελιοῦται τὸ ἐργοστάσιον. xyxy=(1186,1384,1371,1441)
paragraph: Αἱ συνομιλίαι θὰ συνεχισθοῦν εἰς τὸ Κάιρον. xyxy=(613,634,792,657)
paragraph: Ἡ συνάντησις ἀποτελεῖ συνέχειαν τῶν προηγουμένων συνομιλιῶν διὰ τὸ θέμα τοῦ Βερολίνου. xyxy=(413,895,603,929)
paragraph: Ζωηρότατον ἐνδιαφέρον ἐξεδήλωσαν τὸ Γαλλικὸν καὶ Γερμανικὸν κεφάλαιον. xyxy=(1186,1384,1434,1662)
paragraph: ΑΘΗΝΑΙ, 26.— Ἐξεδόθη τὴν ἑσπέραν τὸ ἀνακοινωθὲν ἐπὶ τῶν συνομιλιῶν αἱ ὁποῖαι διεξήχθησαν μεταξὺ τῶν ἀντιπροσωπειῶν Ἑλλάδος καὶ Ἡνωμένης Ἀραβικῆς Δημοκρατίας. xyxy=(802,577,981,635)
deck-london-demo: ΟΓΚΩΔΕΣΤΑΤΗ ΔΙΑΔΗΛΩΣΙΣ ΕΙΣ ΤΟ ΛΟΝΔΙΝΟΝ xyxy=(1049,201,1508,225)
headline-line: ΤΟΥ ΕΝΕΡΓΗΤΙΚΟΥ ΥΠΟΛΟΙΠΟΥ ΤΗΣ ΠΕΡΙΟΥΣΙΑΣ xyxy=(615,528,979,545)
headline-turkey-justice-party xyxy=(613,762,981,819)
divider xyxy=(991,252,1566,253)
paragraph: Ἡ Μόσχα κατηγορεῖ τὰς Ἡνωμένας Πολιτείας ὡς ὑπευθύνους διὰ τὰς συνεπείας. xyxy=(991,312,1177,347)
headline-line: ΕΛΛΑΔΟΣ ΚΑΙ ΒΟΥΛΓΑΡΙΑΣ xyxy=(35,136,582,182)
headline-naousa-strike xyxy=(14,1106,603,1180)
headline-line: ΕΚ ΤΩΝ ΠΡΩΤΟΦΑΝΩΝ ΚΑΤ' ΑΥΤΩΝ ΕΠΙΘΕΣΕΩΝ xyxy=(619,1129,975,1146)
paragraph: Ἑπτὰ ἐργάτριαι κατέπεσαν λιπόθυμοι καὶ διεκομίσθησαν εἰς τὸ νοσοκομεῖον τῆς πόλεως. xyxy=(14,1495,204,1528)
section-head: ΘΑ ΠΑΡΑΜΕΙΝΟΥΝ xyxy=(453,802,564,814)
paragraph: ΤΖΑΚΑΡΤΑ, 26. (Ἀσ. Πρ.).— Ὁ Πρόεδρος Σοεκάρνο ἐδήλωσεν ὅτι δὲν θὰ δεχθῇ διαπραγματεύσεις ἐφ' ὅσον οἱ Ὀλλανδοὶ στέλλουν στρατὸν εἰς τὴν Δυτ. Νέαν Γουϊνέαν. xyxy=(613,1678,792,1734)
paragraph: Εἰς ἔνδειξιν συμπαραστάσεως ἔκλεισαν ἐπὶ δίωρον ὅλα τὰ καταστήματα καὶ περιωρίσθη ἡ κίνησις εἰς τὰς ὁδούς. xyxy=(14,1528,204,1574)
paragraph: ΓΕΝΕΥΗ, 26. (Ἀσ. Πρ.).— Ἡ Σοβιετικὴ Ἕνωσις ἀνεκοίνωσεν, κατὰ τὴν σημερινὴν συνεδρίασιν τῆς Διασκέψεως, ὅτι θὰ ἐπαναλάβῃ τὰς πυρηνικάς της δοκιμάς. xyxy=(1380,347,1566,403)
headline-line: ΕΜΠΟΡΙΚΩΝ ΣΥΝΑΛΛΑΓΩΝ xyxy=(29,96,588,141)
section-head-nixon: Ο κ. ΝΙΞΟΝ ΣΧΕΔΙΑΖΕΙ ΜΕΓΑΛΗΝ ΠΕΡΙΟΔΕΙΑΝ ΕΙΣ ΤΗΝ ΔΥΤ. ΕΥΡΩΠΗΝ xyxy=(1186,256,1370,296)
paragraph: Εἰς ἔνδειξιν συμπαραστάσεως ἔκλεισαν ἐπὶ δίωρον ὅλα τὰ καταστήματα καὶ περιωρίσθη ἡ κίνησις εἰς τὰς ὁδούς. xyxy=(413,1726,603,1771)
paragraph: Ὁ Βρεταννὸς πρωθυπουργὸς θὰ συζητήσῃ μετὰ τοῦ στρατηγοῦ Ντὲ Γκὼλ τὰ προβλήματα τῆς Κοινῆς Ἀγορᾶς καὶ τῶν πυρηνικῶν ὅπλων. xyxy=(613,306,792,352)
paragraph: θανοῦσαν κηδεύομεν σήμερον Σάββατον 28 τ.μ. καὶ ὥραν 4.30 μ.μ. ἐκ τοῦ Ἱεροῦ Ναοῦ Ἁγίου Δημητρίου. xyxy=(1380,784,1566,818)
headline-line: ΕΠΕΝΕΒΗΣΑΝ ΑΙ ΔΥΝΑΜΕΙΣ ΤΩΝ Η. ΕΘΝΩΝ xyxy=(637,1363,957,1380)
paragraph: ΑΘΗΝΑΙ, 26.— Ἐξεδόθη τὴν ἑσπέραν τὸ ἀνακοινωθὲν ἐπὶ τῶν συνομιλιῶν αἱ ὁποῖαι διεξήχθησαν μεταξὺ τῶν ἀντιπροσωπειῶν Ἑλλάδος καὶ Ἡνωμένης Ἀραβικῆς Δημοκρατίας. xyxy=(613,577,792,635)
subhead: Ηὐξήθη ἀπὸ 4.000.000 εἰς 8.000.000 δολλαρίων xyxy=(80,186,537,209)
column-rule-left xyxy=(607,28,609,2306)
section-head: ΕΙΣ ΤΑ Η.Ε. xyxy=(857,394,925,406)
headline-line: ΚΑΙ ΗΡΝΗΘΗ ΤΕΛΙΚΩΣ ΝΑ ΣΥΜΦΩΝΗΣΗ xyxy=(650,789,944,806)
section-head: ΕΥΧΑΡΙΣΤΟΣ ΑΤΜΟΣΦΑΙΡΑ xyxy=(343,438,423,461)
divider xyxy=(613,1081,981,1083)
paragraph: Ἡ συνάντησις ἀποτελεῖ συνέχειαν τῶν προηγουμένων συνομιλιῶν διὰ τὸ θέμα τοῦ Βερολίνου. xyxy=(214,823,403,858)
paragraph: Εἰς ἔνδειξιν συμπαραστάσεως ἔκλεισαν ἐπὶ δίωρον ὅλα τὰ καταστήματα καὶ περιωρίσθη ἡ κίνησις εἰς τὰς ὁδούς. xyxy=(413,1591,603,1636)
divider xyxy=(14,669,603,671)
headline-soviet-tests xyxy=(991,60,1566,125)
headline-katanga xyxy=(613,1335,981,1379)
subhead: Τὸ ἀνακοινωθὲν ἐπὶ τῶν συνομιλιῶν εἰς Ἀθήνας xyxy=(624,558,970,573)
paragraph: Ὀγκωδεστάτη διαδήλωσις ἐπραγματοποιήθη εἰς τὸ Λονδῖνον. xyxy=(1380,307,1566,330)
paragraph: ΑΘΗΝΑΙ, 26.— Εἰς τὸ ὑπουργεῖον Ἐμπορίου, ὑπεγράφη τὴν μεσημβρίαν ἡ νέα ἑλληνοβουλγαρικὴ ἐμπορικὴ συμφωνία διὰ τὸ ἔτος 1962. xyxy=(462,345,603,413)
paragraph: ΓΕΝΕΥΗ, 26. (Ἀσ. Πρ.).— Ἡ Σοβιετικὴ Ἕνωσις ἀνεκοίνωσεν, κατὰ τὴν σημερινὴν συνεδρίασιν τῆς Διασκέψεως, ὅτι θὰ ἐπαναλάβῃ τὰς πυρηνικάς της δοκιμάς. xyxy=(1380,511,1566,568)
paragraph: ΑΘΗΝΑΙ, 26.— Ἡ Ἰατρικὴ Ἑταιρεία ἀπεφάσισε τὴν ἀποχὴν τῶν ἰατρῶν ἀπὸ τῶν ἐργασιῶν των, ἐὰν τὸ κράτος δὲν λάβῃ μέτρα πρὸς προστασίαν τῆς ζωῆς των. xyxy=(802,1204,981,1261)
paragraph: ΑΘΗΝΑΙ, 26.— Αἱ χημικαὶ βιομηχανίαι τῆς Βορείου Ἑλλάδος ἀπεφάσισαν νὰ ἀνεγερθοῦν εἰς τὴν περιοχὴν Τσάγεζι. Μετὰ ἕνα μῆνα θεμελιοῦται τὸ ἐργοστάσιον. xyxy=(1186,1475,1371,1531)
divider xyxy=(613,1330,981,1332)
paragraph: Ὀγκωδεστάτη διαδήλωσις ἐπραγματοποιήθη εἰς τὸ Λονδῖνον. xyxy=(1186,569,1371,593)
paragraph: Εἰς ἔνδειξιν συμπαραστάσεως ἔκλεισαν ἐπὶ δίωρον ὅλα τὰ καταστήματα καὶ περιωρίσθη ἡ κίνησις εἰς τὰς ὁδούς. xyxy=(14,1664,204,1709)
paragraph: ΑΘΗΝΑΙ, 26.— Αἱ χημικαὶ βιομηχανίαι τῆς Βορείου Ἑλλάδος ἀπεφάσισαν νὰ ἀνεγερθοῦν εἰς τὴν περιοχὴν Τσάγεζι. Μετὰ ἕνα μῆνα θεμελιοῦται τὸ ἐργοστάσιον. xyxy=(991,1475,1177,1531)
paragraph: Τὸ κόμμα ἠρνήθη νὰ συμφωνήσῃ εἰς τὴν δίωξιν τέως ὑπουργῶν τοῦ Μεντερὲς. xyxy=(613,822,849,1014)
divider xyxy=(991,1258,1566,1259)
paragraph: Ἡ Βουλγαρία θὰ ἐξάγη εἰς τὴν Ἑλλάδα ξυλείαν, ζῶα, μηχανήματα καὶ χημικὰ προϊόντα. xyxy=(312,266,603,486)
paragraph: Ὀγκωδεστάτη διαδήλωσις ἐπραγματοποιήθη εἰς τὸ Λονδῖνον. xyxy=(991,459,1177,482)
subhead: ΠΟΙΑ ΤΑ ΜΕΓΑΛΑ ΠΡΟΒΛΗΜΑΤΑ xyxy=(613,118,981,145)
paragraph: Διὰ τῆς συμφωνίας αὐτῆς, τὸ περιθώριον τῶν ἐκατέρωθεν ἀνταλλαγῶν ηὐξήθη ἀπὸ 4.000.000 εἰς 8.000.000 δολλαρίων. xyxy=(163,373,305,430)
headline-line: ΕΙΣ ΤΗΝ ΠΕΡΙΟΧΗΝ ΤΗΣ ΔΥΤ. ΝΕΑΣ ΓΟΥΪΝΕΑΣ xyxy=(633,1547,961,1563)
section-head: ΟΥΣΙΩΔΙΑ ΕΝΙΦΟΒΗ xyxy=(1219,703,1338,715)
divider xyxy=(991,1292,1566,1294)
section-head: ΑΝΑ ΔΥΟ ΗΜΕΡΑΣ xyxy=(1420,293,1528,304)
paragraph: ΑΓΚΥΡΑ, 26. (Ἀσ. Πρ.).— Τὸ Κόμμα τῆς Δικαιοσύνης ἐψήφισε κατὰ τῆς κυβερνήσεως τοῦ κ. Ἰνονοῦ. xyxy=(613,958,792,991)
paragraph: ΤΖΑΚΑΡΤΑ, 26. (Ἀσ. Πρ.).— Ὁ Πρόεδρος Σοεκάρνο ἐδήλωσεν ὅτι δὲν θὰ δεχθῇ διαπραγματεύσεις ἐφ' ὅσον οἱ Ὀλλανδοὶ στέλλουν στρατὸν εἰς τὴν Δυτ. Νέαν Γουϊνέαν. xyxy=(613,1621,792,1678)
paragraph: Ὁ Βρεταννὸς πρωθυπουργὸς θὰ συζητήσῃ μετὰ τοῦ στρατηγοῦ Ντὲ Γκὼλ τὰ προβλήματα τῆς Κοινῆς Ἀγορᾶς καὶ τῶν πυρηνικῶν ὅπλων. xyxy=(802,290,981,336)
paragraph: ΛΟΝΔΙΝΟΝ, 26. (Ἀσ. Πρ.).— Μεταξὺ τῶν κύκλων τῆς πρωτευούσης ἐκφράζεται ἡ γνώμη ὅτι ὁ κ. Μακ Μίλλαν, θὰ μεταβῇ εἰς Παρισίους ἐντὸς ἑβδομάδος. xyxy=(613,149,981,487)
paragraph: Ὁ Βρεταννὸς πρωθυπουργὸς θὰ συζητήσῃ μετὰ τοῦ στρατηγοῦ Ντὲ Γκὼλ τὰ προβλήματα τῆς Κοινῆς Ἀγορᾶς καὶ τῶν πυρηνικῶν ὅπλων. xyxy=(802,408,981,455)
section-head: ΚΑΙ ΕΙΣ ΒΕΡΟΙΑΝ xyxy=(257,1627,360,1639)
subhead: καὶ διεκομίσθησαν εἰς τὸ νοσοκομεῖον xyxy=(108,1214,508,1239)
paragraph: Ζωηρότατον ἐνδιαφέρον ἐξεδήλωσαν τὸ Γαλλικὸν καὶ Γερμανικὸν κεφάλαιον. xyxy=(991,1440,1177,1475)
headline-berlin-talks xyxy=(14,594,603,664)
paragraph: ΑΘΗΝΑΙ, 26.— Αἱ χημικαὶ βιομηχανίαι τῆς Βορείου Ἑλλάδος ἀπεφάσισαν νὰ ἀνεγερθοῦν εἰς τὴν περιοχὴν Τσάγεζι. Μετὰ ἕνα μῆνα θεμελιοῦται τὸ ἐργοστάσιον. xyxy=(1186,1582,1371,1639)
paragraph: ΛΟΝΔΙΝΟΝ, 26. (Ἀσ. Πρ.).— Μεταξὺ τῶν κύκλων τῆς πρωτευούσης ἐκφράζεται ἡ γνώμη ὅτι ὁ κ. Μακ Μίλλαν, θὰ μεταβῇ εἰς Παρισίους ἐντὸς ἑβδομάδος. xyxy=(802,233,981,291)
paragraph: Εἰς τὰς ἐξαγωγὰς τῆς Ἑλλάδος περιλαμβάνονται ἐλαῖαι, ξηροὶ καρποί, ἐσπεριδοειδῆ, μεταλλεύματα καὶ νωποὶ ἰχθύες. xyxy=(14,389,155,447)
paragraph: ΑΘΗΝΑΙ, 26.— Ἡ Ἰατρικὴ Ἑταιρεία ἀπεφάσισε τὴν ἀποχὴν τῶν ἰατρῶν ἀπὸ τῶν ἐργασιῶν των, ἐὰν τὸ κράτος δὲν λάβῃ μέτρα πρὸς προστασίαν τῆς ζωῆς των. xyxy=(802,1260,981,1318)
headline-line: ΘΑ ΣΥΝΕΧΙΣΘΟΥΝ ΚΑΙ ΕΙΣ ΤΟ ΚΑΪΡΟΝ ΑΙ ΣΥΝΟΜΙΛΙΑΙ xyxy=(614,500,980,515)
paragraph: ΝΑΟΥΣΑ, 26.— Δραματικὴν μορφὴν προσέλαβεν ὁ ἀγὼν τῶν κλωστοϋφαντουργῶν τοῦ ἐργοστασίου τῆς ἑταιρείας Τσίτση, οἱ ὁποῖοι ἀπὸ τῆς πρωΐας τῆς χθὲς παραμένουν νῆστεις. xyxy=(413,1347,603,1405)
divider xyxy=(613,1514,981,1516)
paragraph: ΝΑΟΥΣΑ, 26.— Δραματικὴν μορφὴν προσέλαβεν ὁ ἀγὼν τῶν κλωστοϋφαντουργῶν τοῦ ἐργοστασίου τῆς ἑταιρείας Τσίτση, οἱ ὁποῖοι ἀπὸ τῆς πρωΐας τῆς χθὲς παραμένουν νῆστεις. xyxy=(413,1501,603,1557)
paragraph: Ὁ Βρεταννὸς πρωθυπουργὸς θὰ συζητήσῃ μετὰ τοῦ στρατηγοῦ Ντὲ Γκὼλ τὰ προβλήματα τῆς Κοινῆς Ἀγορᾶς καὶ τῶν πυρηνικῶν ὅπλων. xyxy=(802,189,981,234)
paragraph: ΟΥΑΣΙΓΚΤΩΝ, 26. (Ἀσ. Πρ.).— Ὁ ὑπουργὸς Ἐξωτερικῶν κ. Ντὴν Ράσκ θὰ συναντηθῇ σήμερον μετὰ τοῦ Σοβιετικοῦ πρεσβευτοῦ κ. Ἀνατόλι Ντομπρύνιν. xyxy=(413,849,603,895)
paragraph: Ζωηρότατον ἐνδιαφέρον ἐξεδήλωσαν τὸ Γαλλικὸν καὶ Γερμανικὸν κεφάλαιον. xyxy=(991,1531,1177,1565)
paragraph: Ὀγκωδεστάτη διαδήλωσις ἐπραγματοποιήθη εἰς τὸ Λονδῖνον. xyxy=(991,799,1177,821)
paragraph: Ἑπτὰ ἐργάτριαι κατέπεσαν λιπόθυμοι καὶ διεκομίσθησαν εἰς τὸ νοσοκομεῖον τῆς πόλεως. xyxy=(214,1591,403,1625)
paragraph: Διὰ τῆς συμφωνίας αὐτῆς, τὸ περιθώριον τῶν ἐκατέρωθεν ἀνταλλαγῶν ηὐξήθη ἀπὸ 4.000.000 εἰς 8.000.000 δολλαρίων. xyxy=(462,289,603,345)
paragraph: ΓΕΝΕΥΗ, 26. (Ἀσ. Πρ.).— Ἡ Σοβιετικὴ Ἕνωσις ἀνεκοίνωσεν, κατὰ τὴν σημερινὴν συνεδρίασιν τῆς Διασκέψεως, ὅτι θὰ ἐπαναλάβῃ τὰς πυρηνικάς της δοκιμάς. xyxy=(1186,610,1371,666)
kicker-naousa: Δραματικὴν μορφὴν προσέλαβεν ὁ ἀγὼν τῶν xyxy=(96,1081,521,1104)
article-doctors-strike xyxy=(613,1148,981,1326)
divider xyxy=(14,1297,603,1299)
paragraph: ΛΟΝΔΙΝΟΝ, 26. (Ἀσ. Πρ.).— Μεταξὺ τῶν κύκλων τῆς πρωτευούσης ἐκφράζεται ἡ γνώμη ὅτι ὁ κ. Μακ Μίλλαν, θὰ μεταβῇ εἰς Παρισίους ἐντὸς ἑβδομάδος. xyxy=(802,335,981,392)
notice-box-saint-george xyxy=(1381,662,1566,701)
paragraph: ΟΥΑΣΙΓΚΤΩΝ, 26. (Ἀσ. Πρ.).— Ὁ ὑπουργὸς Ἐξωτερικῶν κ. Ντὴν Ράσκ θὰ συναντηθῇ σήμερον μετὰ τοῦ Σοβιετικοῦ πρεσβευτοῦ κ. Ἀνατόλι Ντομπρύνιν. xyxy=(14,674,204,720)
paragraph: Ὀγκωδεστάτη διαδήλωσις ἐπραγματοποιήθη εἰς τὸ Λονδῖνον. xyxy=(1380,705,1566,728)
headline-line: ΕΠΙΣΤΡΕΦΩΝ ΕΞ ΗΝ. ΠΟΛΙΤΕΙΩΝ xyxy=(615,59,979,87)
headline-line: ΜΕΤΑΞΥ ΤΟΥ ΡΑΣΚ ΚΑΙ ΤΟΥ ΡΩΣΣΟΥ ΠΡΕΣΒΕΩΣ xyxy=(21,640,596,665)
paragraph: ΟΥΑΣΙΓΚΤΩΝ, 26. (Ἀσ. Πρ.).— Ὁ ὑπουργὸς Ἐξωτερικῶν κ. Ντὴν Ράσκ θὰ συναντηθῇ σήμερον μετὰ τοῦ Σοβιετικοῦ πρεσβευτοῦ κ. Ἀνατόλι Ντομπρύνιν. xyxy=(413,753,603,799)
section-head-common-market: ΑΝΑΚΥΠΤΟΥΝ ΠΡΟΒΛΗΜΑΤΑ ΔΙΑ ΠΟΛΛΑΣ ΕΠΙΧΕΙΡΗΣΕΙΣ ΕΚ ΤΗΣ ΣΥΝΔΕΣΕΩΣ ΜΑΣ ΜΕΤΑ ΤΗΣ ΚΟΙΝΗΣ ΑΓΟΡΑΣ xyxy=(991,688,1176,761)
divider xyxy=(14,588,603,590)
